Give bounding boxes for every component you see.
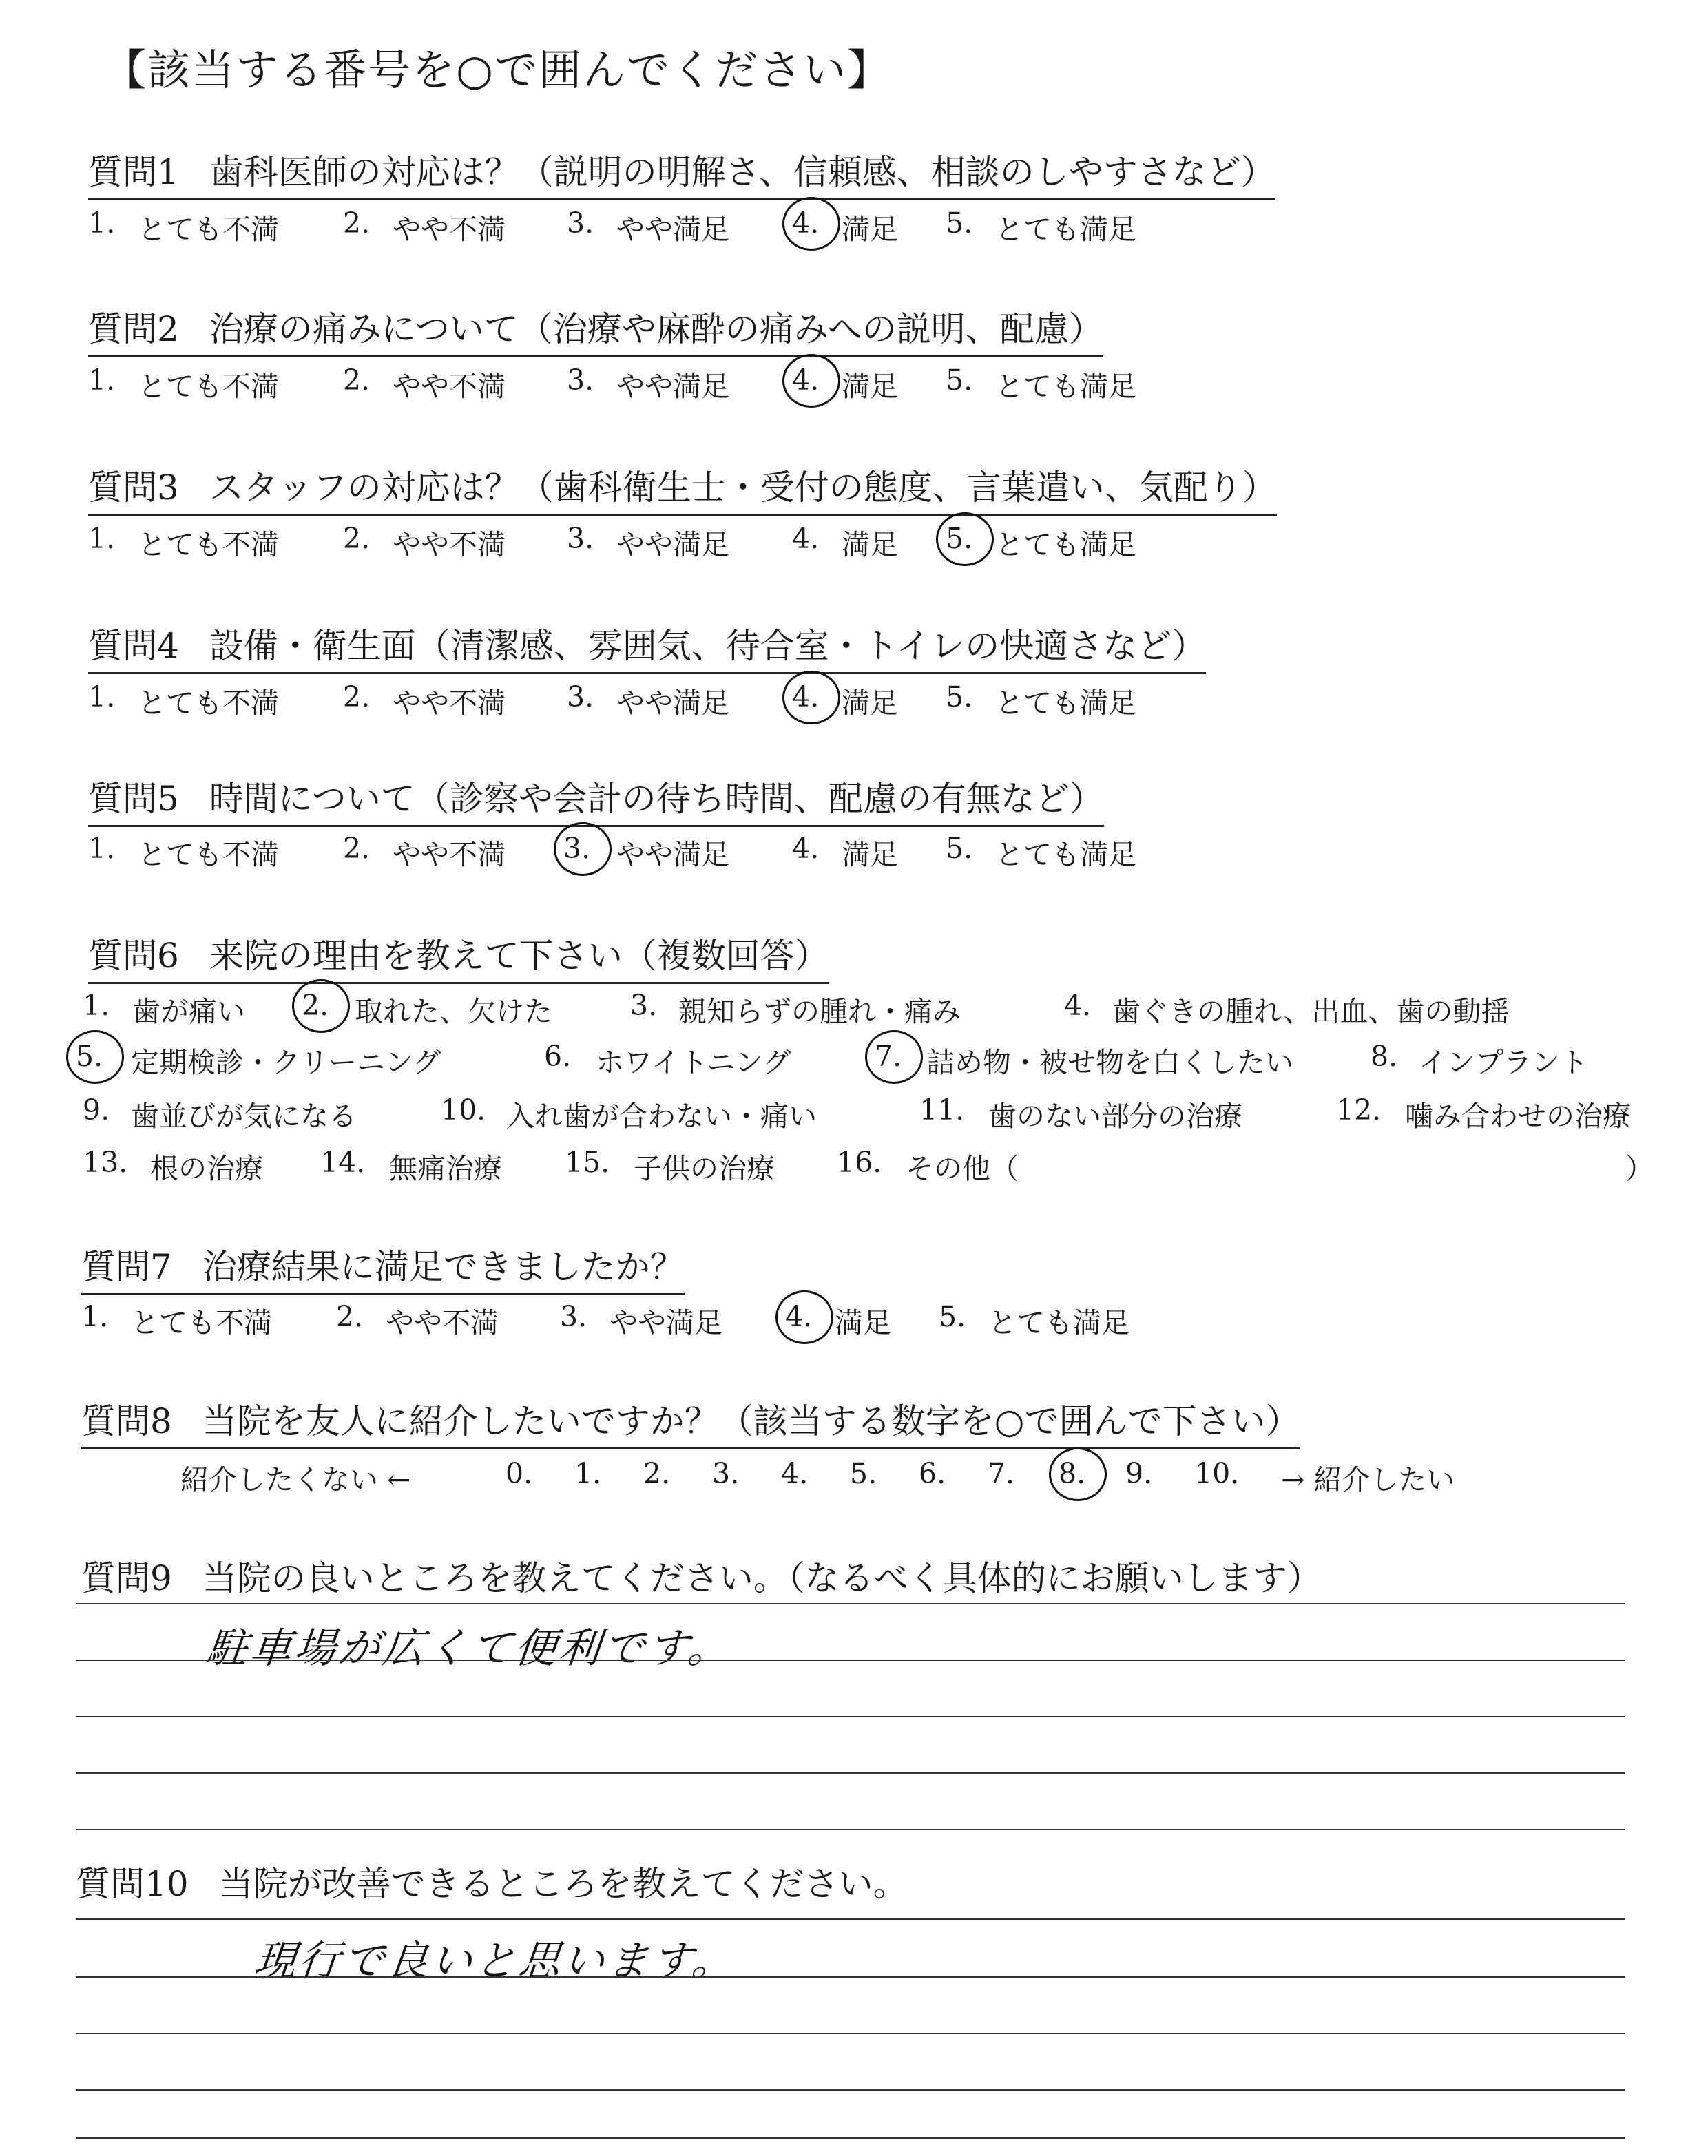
option-label: とても満足 [995, 687, 1136, 720]
option-label: やや不満 [393, 213, 506, 246]
option-number[interactable]: 14. [320, 1146, 366, 1179]
question-number: 質問7 [81, 1247, 172, 1287]
option-number[interactable]: 3. [567, 680, 594, 713]
scale-number[interactable]: 2. [643, 1457, 671, 1490]
option-label: ホワイトニング [596, 1046, 791, 1079]
option-number[interactable]: 1. [88, 832, 116, 865]
question-5-heading [88, 771, 1104, 827]
option-label: やや満足 [610, 1306, 722, 1339]
selection-circle [865, 1030, 923, 1084]
option-label: やや満足 [616, 528, 729, 561]
scale-number[interactable]: 1. [574, 1457, 602, 1490]
question-7-options [81, 1300, 1183, 1341]
option-label: やや満足 [616, 838, 729, 871]
option-number[interactable]: 1. [81, 1300, 109, 1333]
question-4-options [88, 680, 1190, 722]
option-label: やや不満 [393, 370, 506, 403]
option-label: やや不満 [393, 528, 506, 561]
scale-number[interactable]: 3. [712, 1457, 740, 1490]
option-label: 定期検診・クリーニング [131, 1046, 441, 1079]
option-number-selected[interactable]: 4. [785, 1300, 812, 1333]
option-label: やや満足 [616, 687, 729, 720]
option-number-selected[interactable]: 5. [946, 522, 972, 555]
option-label: やや不満 [393, 687, 506, 720]
option-label: とても満足 [995, 370, 1136, 403]
question-7-heading [81, 1239, 685, 1295]
answer-line [76, 1772, 1625, 1774]
option-number[interactable]: 2. [343, 207, 371, 240]
question-6-row-1 [83, 989, 1667, 1030]
option-label: 子供の治療 [634, 1152, 775, 1185]
option-number-selected[interactable]: 4. [792, 364, 819, 397]
scale-number[interactable]: 7. [988, 1457, 1015, 1490]
option-number[interactable]: 5. [946, 832, 973, 865]
selection-circle [66, 1030, 124, 1084]
selection-circle [554, 822, 612, 876]
option-label: やや不満 [386, 1306, 499, 1339]
option-number[interactable]: 13. [83, 1146, 128, 1179]
option-label: とても不満 [131, 1306, 272, 1339]
option-number[interactable]: 2. [343, 680, 371, 713]
scale-number[interactable]: 6. [919, 1457, 946, 1490]
option-number[interactable]: 4. [1064, 989, 1092, 1022]
option-number[interactable]: 8. [1371, 1040, 1398, 1073]
option-label: 満足 [842, 370, 898, 403]
option-number-selected[interactable]: 4. [792, 680, 819, 713]
option-number[interactable]: 15. [565, 1146, 610, 1179]
option-number[interactable]: 3. [567, 207, 594, 240]
selection-circle [775, 1290, 833, 1344]
question-8-heading [81, 1394, 1300, 1449]
question-text: 歯科医師の対応は？（説明の明解さ、信頼感、相談のしやすさなど） [209, 152, 1275, 192]
option-label: とても不満 [138, 687, 279, 720]
question-number: 質問1 [88, 152, 179, 192]
scale-number[interactable]: 10. [1194, 1457, 1240, 1490]
question-text: 当院が改善できるところを教えてください。 [218, 1864, 908, 1904]
question-text: 来院の理由を教えて下さい（複数回答） [209, 936, 829, 976]
question-number: 質問8 [81, 1401, 172, 1441]
option-number[interactable]: 3. [567, 364, 594, 397]
option-number[interactable]: 3. [560, 1300, 587, 1333]
option-number[interactable]: 2. [343, 364, 371, 397]
question-1-heading [88, 145, 1275, 200]
option-number[interactable]: 1. [83, 989, 110, 1022]
question-6-heading [88, 928, 829, 984]
selection-circle [782, 354, 840, 408]
selection-circle [1049, 1447, 1107, 1501]
selection-circle [782, 197, 840, 251]
question-text: スタッフの対応は？（歯科衛生士・受付の態度、言葉遣い、気配り） [209, 468, 1277, 507]
option-number[interactable]: 4. [792, 522, 820, 555]
option-label: 歯並びが気になる [131, 1100, 357, 1133]
option-label: やや満足 [616, 213, 729, 246]
question-2-heading [88, 302, 1103, 357]
option-label: 親知らずの腫れ・痛み [678, 995, 961, 1028]
option-number[interactable]: 16. [837, 1146, 882, 1179]
option-number[interactable]: 2. [336, 1300, 364, 1333]
answer-line [76, 1918, 1625, 1920]
option-label: とても満足 [995, 213, 1136, 246]
option-label: とても不満 [138, 838, 279, 871]
option-number[interactable]: 6. [544, 1040, 572, 1073]
question-text: 時間について（診察や会計の待ち時間、配慮の有無など） [209, 779, 1104, 819]
question-number: 質問4 [88, 626, 179, 666]
option-label: 歯ぐきの腫れ、出血、歯の動揺 [1112, 995, 1510, 1028]
question-text: 当院を友人に紹介したいですか？（該当する数字を○で囲んで下さい） [202, 1401, 1300, 1441]
option-number-selected[interactable]: 5. [76, 1040, 103, 1073]
option-number[interactable]: 3. [567, 522, 594, 555]
question-8-scale [180, 1457, 1523, 1498]
option-label: 噛み合わせの治療 [1405, 1100, 1631, 1133]
option-number[interactable]: 10. [441, 1093, 486, 1127]
selection-circle [936, 512, 994, 566]
option-number[interactable]: 1. [88, 364, 116, 397]
answer-line [76, 1660, 1625, 1661]
option-label: とても不満 [138, 370, 279, 403]
option-label: とても満足 [995, 838, 1136, 871]
option-label: とても満足 [995, 528, 1136, 561]
question-10-heading [76, 1856, 908, 1906]
question-9-heading [81, 1551, 1322, 1600]
option-label: とても不満 [138, 528, 279, 561]
answer-line [76, 2089, 1625, 2091]
option-number-selected[interactable]: 3. [563, 832, 590, 865]
option-label: 満足 [842, 838, 898, 871]
answer-line [76, 2033, 1625, 2034]
option-number[interactable]: 9. [83, 1093, 110, 1127]
question-3-options [88, 522, 1190, 563]
question-10-answer[interactable]: 現行で良いと思います。 [251, 1937, 739, 1985]
other-close-paren: ） [1625, 1152, 1654, 1185]
question-number: 質問3 [88, 468, 179, 507]
option-label: 無痛治療 [389, 1152, 502, 1185]
scale-number[interactable]: 4. [781, 1457, 809, 1490]
option-label: 満足 [835, 1306, 891, 1339]
option-label: やや満足 [616, 370, 729, 403]
question-number: 質問5 [88, 779, 179, 819]
option-label: 歯が痛い [132, 995, 245, 1028]
option-number[interactable]: 1. [88, 522, 116, 555]
option-number-selected[interactable]: 2. [302, 989, 329, 1022]
scale-number[interactable]: 9. [1125, 1457, 1153, 1490]
option-number[interactable]: 4. [792, 832, 820, 865]
option-number[interactable]: 5. [939, 1300, 966, 1333]
answer-line [76, 1829, 1625, 1830]
question-text: 治療の痛みについて（治療や麻酔の痛みへの説明、配慮） [209, 309, 1103, 349]
option-number[interactable]: 1. [88, 207, 116, 240]
option-label: 根の治療 [150, 1152, 263, 1185]
option-label: やや不満 [393, 838, 506, 871]
question-1-options [88, 207, 1190, 248]
question-text: 当院の良いところを教えてください。（なるべく具体的にお願いします） [202, 1558, 1322, 1598]
answer-line [76, 2137, 1625, 2139]
answer-line [76, 1716, 1625, 1717]
question-6-row-2 [76, 1040, 1674, 1081]
question-6-row-3 [83, 1093, 1680, 1135]
form-title: 【該当する番号を○で囲んでください】 [103, 45, 892, 95]
question-number: 質問9 [81, 1558, 172, 1598]
option-number[interactable]: 11. [919, 1093, 965, 1127]
option-number[interactable]: 5. [946, 364, 973, 397]
question-number: 質問2 [88, 309, 179, 349]
option-label: とても不満 [138, 213, 279, 246]
answer-line [76, 1976, 1625, 1978]
option-number[interactable]: 5. [946, 680, 973, 713]
option-label: とても満足 [988, 1306, 1129, 1339]
option-label: 入れ歯が合わない・痛い [506, 1100, 817, 1133]
option-number-selected[interactable]: 7. [875, 1040, 902, 1073]
question-2-options [88, 364, 1190, 405]
option-label: 満足 [842, 687, 898, 720]
option-number[interactable]: 5. [946, 207, 973, 240]
scale-number[interactable]: 5. [850, 1457, 877, 1490]
question-number: 質問10 [76, 1864, 189, 1904]
question-6-row-4 [83, 1146, 1654, 1187]
option-number[interactable]: 12. [1336, 1093, 1382, 1127]
option-number[interactable]: 2. [343, 832, 371, 865]
question-text: 設備・衛生面（清潔感、雰囲気、待合室・トイレの快適さなど） [209, 626, 1207, 666]
option-number[interactable]: 2. [343, 522, 371, 555]
option-label: 歯のない部分の治療 [988, 1100, 1242, 1133]
option-label: その他（ [906, 1152, 1019, 1185]
option-label: 満足 [842, 528, 898, 561]
option-number[interactable]: 1. [88, 680, 116, 713]
question-number: 質問6 [88, 936, 179, 976]
scale-number-selected[interactable]: 8. [1059, 1457, 1085, 1490]
question-5-options [88, 832, 1190, 873]
question-4-heading [88, 618, 1206, 674]
option-number-selected[interactable]: 4. [792, 207, 819, 240]
scale-number[interactable]: 0. [506, 1457, 533, 1490]
question-text: 治療結果に満足できましたか？ [202, 1247, 685, 1287]
question-3-heading [88, 460, 1277, 516]
option-number[interactable]: 3. [630, 989, 658, 1022]
selection-circle [292, 979, 350, 1033]
scale-left-label: 紹介したくない ← [180, 1463, 411, 1496]
option-label: 取れた、欠けた [355, 995, 552, 1028]
answer-line [76, 1603, 1625, 1604]
option-label: インプラント [1419, 1046, 1588, 1079]
option-label: 詰め物・被せ物を白くしたい [926, 1046, 1293, 1079]
scale-right-label: → 紹介したい [1281, 1463, 1455, 1496]
selection-circle [782, 671, 840, 724]
option-label: 満足 [842, 213, 898, 246]
question-9-answer[interactable]: 駐車場が広くて便利です。 [203, 1624, 735, 1673]
